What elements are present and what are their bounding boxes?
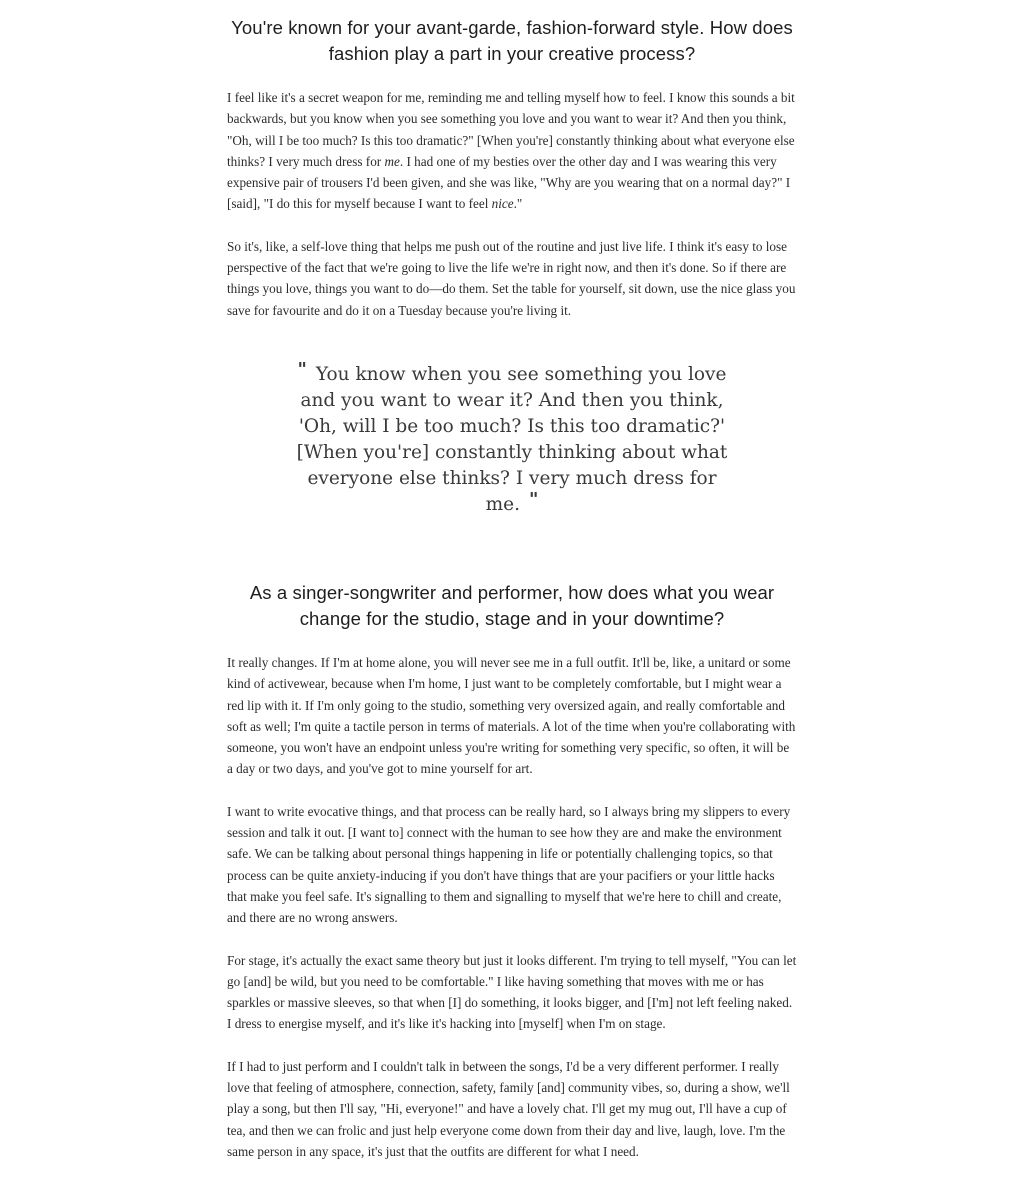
answer-paragraph: It really changes. If I'm at home alone, you will never see me in a full outfit. It'll be, like, a unitard or some kind of activewear, because when I'm home, I just want to be completely comfortable, but I might wear a red lip with it. If I'm only going to the studio, something very oversized again, and really comfortable and soft as well; I'm quite a tactile person in terms of materials. A lot of the time when you're collaborating with someone, you won't have an endpoint unless you're writing for something very specific, so often, it will be a day or two days, and you've got to mine yourself for art. [227,654,796,777]
answer-paragraph: For stage, it's actually the exact same theory but just it looks different. I'm trying to tell myself, "You can let go [and] be wild, but you need to be comfortable." I like having something that moves with me or has sparkles or massive sleeves, so that when [I] do something, it looks bigger, and [I'm] not left feeling naked. I dress to energise myself, and it's like it's hacking into [myself] when I'm on stage. [227,952,797,1032]
interview-answer-2 [227,652,797,1162]
answer-paragraph: So it's, like, a self-love thing that helps me push out of the routine and just live life. I think it's easy to lose perspective of the fact that we're going to live the life we're in right now, and then it's done. So if there are things you love, things you want to do—do them. Set the table for yourself, sit down, use the nice glass you save for favourite and do it on a Tuesday because you're living it. [227,238,796,318]
answer-paragraph: I want to write evocative things, and that process can be really hard, so I always bring my slippers to every session and talk it out. [I want to] connect with the human to see how they are and make the environment safe. We can be talking about personal things happening in life or potentially challenging topics, so that process can be quite anxiety-inducing if you don't have things that are your pacifiers or your little hacks that make you feel safe. It's signalling to them and signalling to myself that we're here to chill and create, and there are no wrong answers. [227,803,791,926]
interview-question-2: As a singer-songwriter and performer, how does what you wear change for the studio, stage and in your downtime? [249,581,775,629]
interview-question-1: You're known for your avant-garde, fashion-forward style. How does fashion play a part in your creative process? [231,17,793,64]
answer-paragraph: If I had to just perform and I couldn't talk in between the songs, I'd be a very different performer. I really love that feeling of atmosphere, connection, safety, family [and] community vibes, so, during a show, we'll play a song, but then I'll say, "Hi, everyone!" and have a lovely chat. I'll get my mug out, I'll have a cup of tea, and then we can frolic and just help everyone come down from their day and live, laugh, love. I'm the same person in any space, it's just that the outfits are different for what I need. [227,1058,790,1159]
answer-paragraph: I feel like it's a secret weapon for me, reminding me and telling myself how to feel. I know this sounds a bit backwards, but you know when you see something you love and you want to wear it? And then you think, "Oh, will I be too much? Is this too dramatic?" [When you're] constantly thinking about what everyone else thinks? I very much dress for me. I had one of my besties over the other day and I was wearing this very expensive pair of trousers I'd been given, and she was like, "Why are you wearing that on a normal day?" I [said], "I do this for myself because I want to feel nice." [227,90,795,212]
interview-answer-1 [227,87,797,321]
interview-article [227,0,797,1162]
open-quote-mark: " [297,358,307,380]
pull-quote [288,358,736,518]
close-quote-mark: " [528,488,539,510]
pull-quote-text: You know when you see something you love and you want to wear it? And then you think, 'Oh, will I be too much? Is this too dramatic?' [When you're] constantly thinking about what everyone else thinks? I very much dress for me. [296,363,728,515]
